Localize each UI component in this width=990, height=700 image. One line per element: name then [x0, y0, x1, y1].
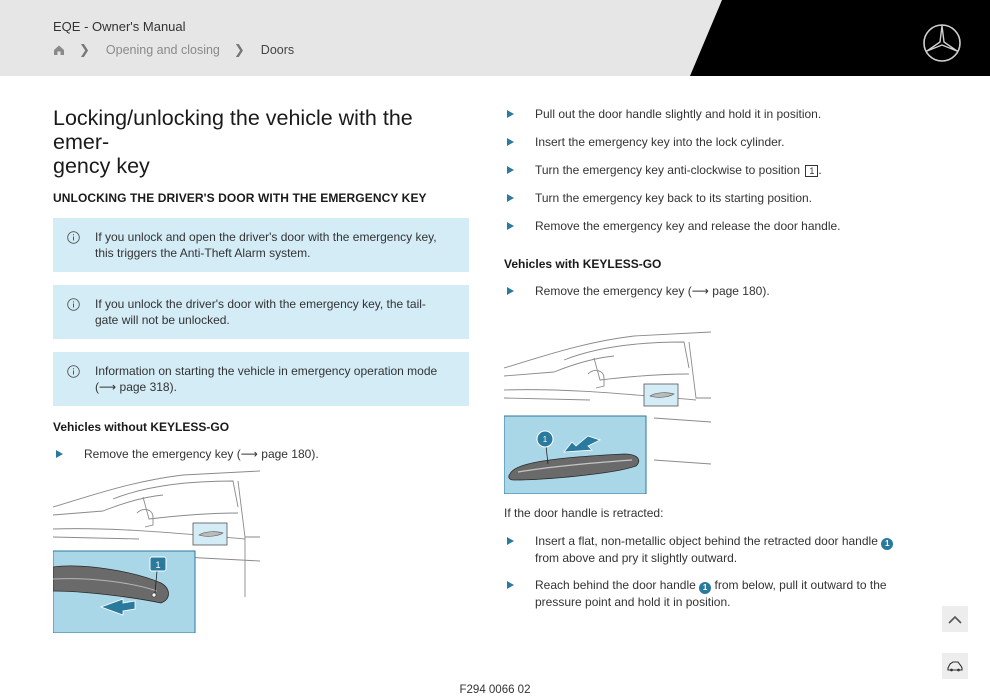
step-text-suffix: . [818, 163, 822, 177]
scroll-to-top-button[interactable] [942, 606, 968, 632]
info-note-text: If you unlock and open the driver's door with the emergency key, [95, 230, 437, 244]
info-note [53, 218, 469, 272]
right-column [504, 106, 904, 300]
section-heading: UNLOCKING THE DRIVER'S DOOR WITH THE EMERGENCY KEY [53, 191, 427, 205]
vehicle-feature-button[interactable] [942, 653, 968, 679]
chevron-up-icon [948, 615, 962, 624]
instruction-step [504, 134, 904, 151]
step-arrow-icon [507, 110, 514, 118]
mercedes-star-logo[interactable] [922, 23, 962, 63]
instruction-step [53, 446, 469, 463]
info-icon [67, 365, 80, 378]
callout-badge: 1 [881, 538, 893, 550]
door-handle-illustration-keyless [504, 328, 712, 494]
instruction-step [504, 190, 904, 207]
retracted-section [504, 505, 904, 611]
instruction-step [504, 106, 904, 123]
step-text: Reach behind the door handle [535, 578, 696, 592]
page-title-line1: Locking/unlocking the vehicle with the emer- [53, 106, 413, 154]
info-icon [67, 298, 80, 311]
callout-badge: 1 [699, 582, 711, 594]
info-icon [67, 231, 80, 244]
step-text: pressure point and hold it in position. [535, 595, 731, 609]
app-title: EQE - Owner's Manual [53, 19, 186, 34]
step-text[interactable]: Remove the emergency key (⟶ page 180). [535, 284, 770, 298]
step-arrow-icon [507, 581, 514, 589]
retracted-intro: If the door handle is retracted: [504, 506, 664, 520]
instruction-step [504, 533, 904, 567]
chevron-right-icon: ❯ [233, 42, 245, 57]
step-arrow-icon [507, 138, 514, 146]
door-handle-illustration-manual [53, 467, 261, 633]
step-arrow-icon [507, 166, 514, 174]
instruction-step [504, 218, 904, 235]
step-arrow-icon [507, 537, 514, 545]
info-note-text: this triggers the Anti-Theft Alarm system. [95, 246, 311, 260]
page-title [53, 106, 473, 178]
position-label: 1 [805, 165, 818, 177]
step-arrow-icon [507, 222, 514, 230]
step-text: Turn the emergency key back to its starting position. [535, 191, 813, 205]
step-text: from below, pull it outward to the [714, 578, 887, 592]
info-note [53, 285, 469, 339]
step-arrow-icon [56, 450, 63, 458]
car-icon [947, 660, 963, 672]
step-arrow-icon [507, 194, 514, 202]
breadcrumb-link-opening-closing[interactable]: Opening and closing [105, 43, 220, 57]
info-note [53, 352, 469, 406]
instruction-step [504, 162, 904, 179]
info-note-text: Information on starting the vehicle in emergency operation mode [95, 364, 438, 378]
step-text: Turn the emergency key anti-clockwise to position [535, 163, 801, 177]
subheading-without-keyless: Vehicles without KEYLESS-GO [53, 420, 230, 434]
step-arrow-icon [507, 287, 514, 295]
illustration-badge: 1 [542, 435, 548, 444]
chevron-right-icon: ❯ [79, 42, 90, 57]
breadcrumb-current-doors: Doors [260, 43, 295, 57]
left-column [53, 106, 469, 463]
instruction-step [504, 577, 904, 611]
step-text: Remove the emergency key and release the door handle. [535, 219, 841, 233]
info-note-text: gate will not be unlocked. [95, 313, 230, 327]
page-title-line2: gency key [53, 154, 150, 178]
step-text: Pull out the door handle slightly and hold it in position. [535, 107, 822, 121]
home-icon[interactable] [53, 44, 65, 56]
breadcrumb [53, 42, 294, 58]
step-text: from above and pry it slightly outward. [535, 551, 738, 565]
instruction-step [504, 283, 904, 300]
step-text[interactable]: Remove the emergency key (⟶ page 180). [84, 447, 319, 461]
info-note-link-text[interactable]: (⟶ page 318). [95, 380, 177, 394]
info-note-text: If you unlock the driver's door with the emergency key, the tail- [95, 297, 426, 311]
illustration-badge: 1 [155, 560, 161, 570]
step-text: Insert the emergency key into the lock cylinder. [535, 135, 785, 149]
figure-code: F294 0066 02 [459, 684, 531, 696]
step-text: Insert a flat, non-metallic object behind the retracted door handle [535, 534, 878, 548]
subheading-with-keyless: Vehicles with KEYLESS-GO [504, 257, 662, 271]
